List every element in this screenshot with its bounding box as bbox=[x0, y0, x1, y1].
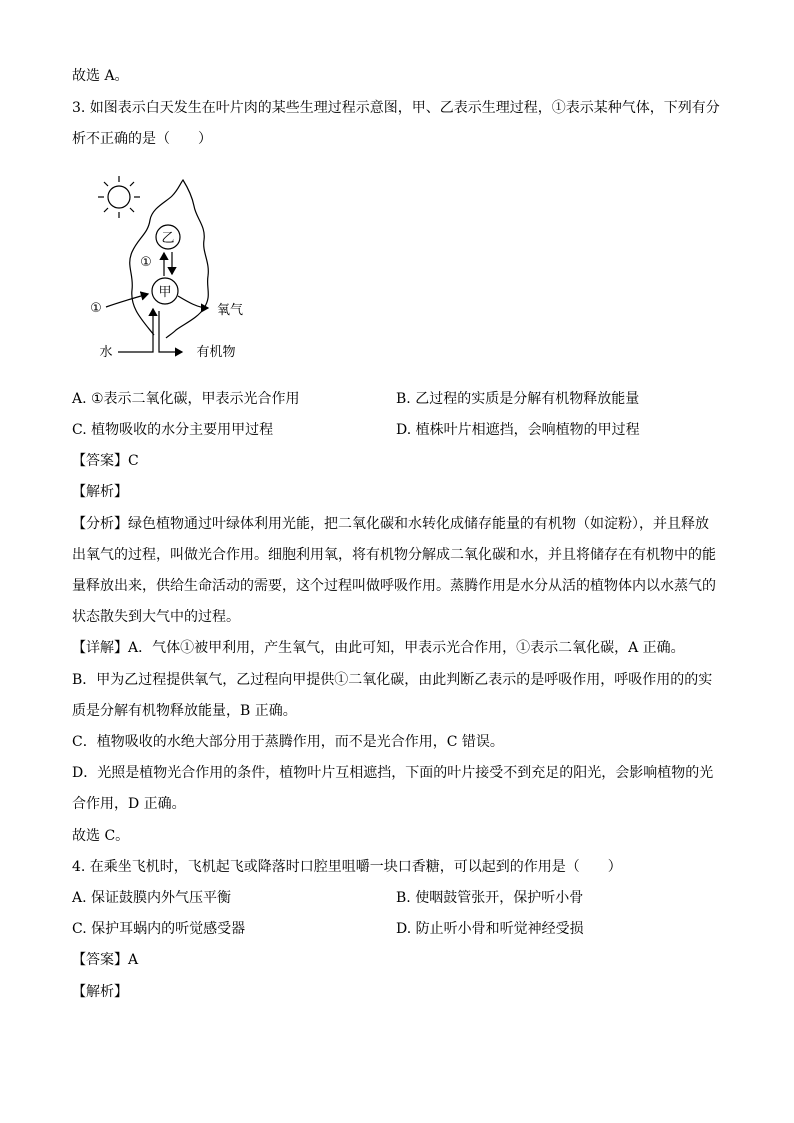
detail-text: 合作用，D 正确。 bbox=[72, 796, 186, 812]
analysis-header-4: 【解析】 bbox=[72, 984, 128, 1000]
answer-3: 【答案】C bbox=[72, 453, 139, 469]
organic-label: 有机物 bbox=[196, 345, 236, 360]
process-yi-label: 乙 bbox=[161, 231, 175, 246]
question-3-stem: 3. 如图表示白天发生在叶片肉的某些生理过程示意图，甲、乙表示生理过程，①表示某种气体，下列有分 bbox=[72, 100, 720, 116]
analysis-header-3: 【解析】 bbox=[72, 484, 128, 500]
conclusion-text: 故选 C。 bbox=[72, 828, 130, 844]
q3-option-d: D. 植株叶片相遮挡，会响植物的甲过程 bbox=[396, 422, 640, 438]
q4-option-b: B. 使咽鼓管张开，保护听小骨 bbox=[396, 890, 584, 906]
sun-icon bbox=[98, 176, 140, 218]
oxygen-label: 氧气 bbox=[216, 303, 244, 318]
analysis-text: 【分析】绿色植物通过叶绿体利用光能，把二氧化碳和水转化成储存能量的有机物（如淀粉），并且释放 bbox=[72, 516, 709, 532]
detail-text: B．甲为乙过程提供氧气，乙过程向甲提供①二氧化碳，由此判断乙表示的是呼吸作用，呼吸作用的的实 bbox=[72, 672, 713, 688]
q3-option-b: B. 乙过程的实质是分解有机物释放能量 bbox=[396, 391, 640, 407]
q3-option-c: C. 植物吸收的水分主要用甲过程 bbox=[72, 422, 274, 438]
detail-text: 质是分解有机物释放能量，B 正确。 bbox=[72, 703, 297, 719]
gas-label-left: ① bbox=[90, 301, 102, 316]
question-4-stem: 4. 在乘坐飞机时，飞机起飞或降落时口腔里咀嚼一块口香糖，可以起到的作用是（ ） bbox=[72, 859, 622, 875]
process-jia-label: 甲 bbox=[158, 285, 172, 300]
analysis-text: 出氧气的过程，叫做光合作用。细胞利用氧，将有机物分解成二氧化碳和水，并且将储存在有机物中的能 bbox=[72, 547, 716, 563]
analysis-text: 状态散失到大气中的过程。 bbox=[72, 609, 240, 625]
detail-text: D．光照是植物光合作用的条件，植物叶片互相遮挡，下面的叶片接受不到充足的阳光，会影响植物的光 bbox=[72, 765, 714, 781]
q4-option-c: C. 保护耳蜗内的听觉感受器 bbox=[72, 921, 246, 937]
q3-option-a: A. ①表示二氧化碳，甲表示光合作用 bbox=[72, 391, 300, 407]
analysis-text: 量释放出来，供给生命活动的需要，这个过程叫做呼吸作用。蒸腾作用是水分从活的植物体内以水蒸气的 bbox=[72, 578, 716, 594]
leaf-diagram bbox=[80, 170, 280, 370]
q4-option-a: A. 保证鼓膜内外气压平衡 bbox=[72, 890, 232, 906]
detail-text: C．植物吸收的水绝大部分用于蒸腾作用，而不是光合作用，C 错误。 bbox=[72, 734, 504, 750]
question-3-stem-cont: 析不正确的是（ ） bbox=[72, 131, 212, 147]
water-label: 水 bbox=[99, 345, 113, 360]
detail-text: 【详解】A．气体①被甲利用，产生氧气，由此可知，甲表示光合作用，①表示二氧化碳，A 正确。 bbox=[72, 640, 685, 656]
gas-label-middle: ① bbox=[140, 255, 152, 270]
text-line: 故选 A。 bbox=[72, 68, 129, 84]
q4-option-d: D. 防止听小骨和听觉神经受损 bbox=[396, 921, 584, 937]
answer-4: 【答案】A bbox=[72, 952, 139, 968]
